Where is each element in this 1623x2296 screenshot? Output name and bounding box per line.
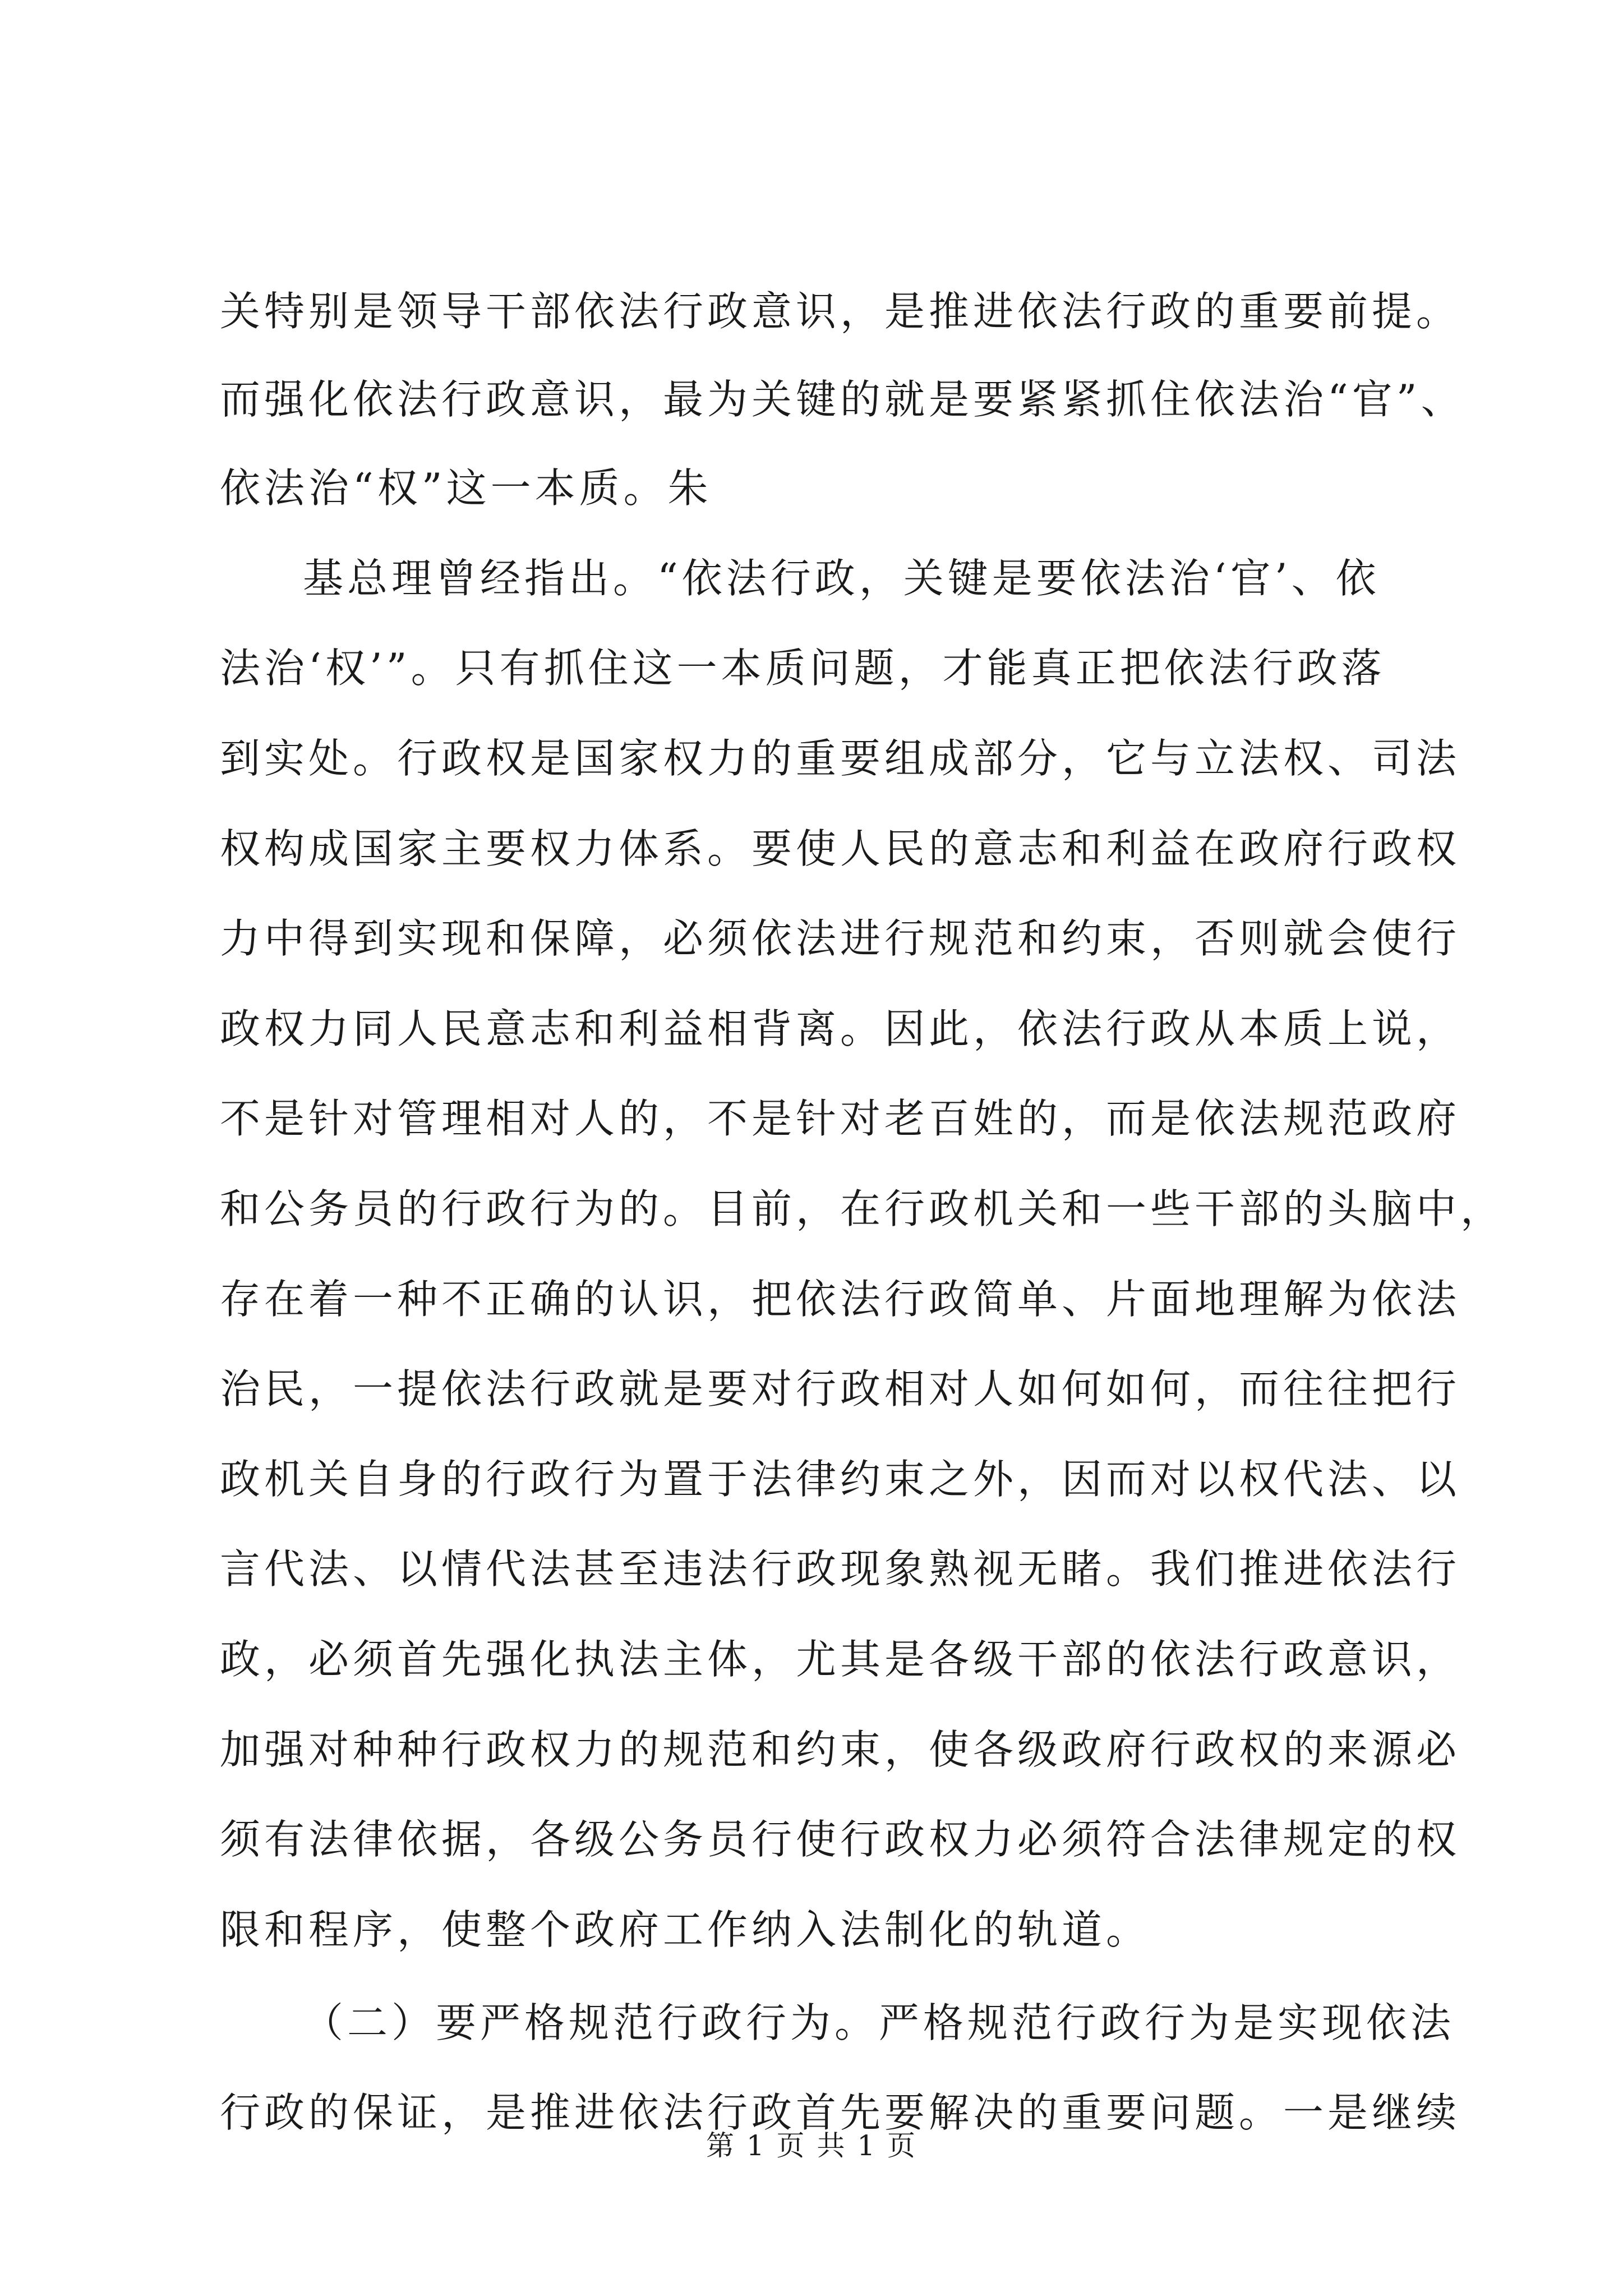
text-line: 基总理曾经指出。“依法行政，关键是要依法治‘官’、依 xyxy=(303,555,1380,602)
text-line: 政，必须首先强化执法主体，尤其是各级干部的依法行政意识， xyxy=(220,1636,1461,1683)
page-footer: 第 1 页 共 1 页 xyxy=(706,2129,917,2162)
text-line: 到实处。行政权是国家权力的重要组成部分，它与立法权、司法 xyxy=(220,735,1461,782)
text-line: 关特别是领导干部依法行政意识，是推进依法行政的重要前提。 xyxy=(220,288,1461,335)
text-line: 政机关自身的行政行为置于法律约束之外，因而对以权代法、以 xyxy=(220,1456,1461,1503)
text-line: 行政的保证，是推进依法行政首先要解决的重要问题。一是继续 xyxy=(220,2089,1461,2136)
text-line: 和公务员的行政行为的。目前，在行政机关和一些干部的头脑中， xyxy=(220,1185,1505,1232)
text-line: 依法治“权”这一本质。朱 xyxy=(220,464,712,512)
text-line: 言代法、以情代法甚至违法行政现象熟视无睹。我们推进依法行 xyxy=(220,1545,1461,1593)
text-line: 限和程序，使整个政府工作纳入法制化的轨道。 xyxy=(220,1906,1151,1953)
text-line: 治民，一提依法行政就是要对行政相对人如何如何，而往往把行 xyxy=(220,1365,1461,1412)
text-line: 力中得到实现和保障，必须依法进行规范和约束，否则就会使行 xyxy=(220,915,1461,962)
text-line: 权构成国家主要权力体系。要使人民的意志和利益在政府行政权 xyxy=(220,825,1461,872)
text-line: 存在着一种不正确的认识，把依法行政简单、片面地理解为依法 xyxy=(220,1276,1461,1323)
text-line: 须有法律依据，各级公务员行使行政权力必须符合法律规定的权 xyxy=(220,1816,1461,1863)
text-line: 不是针对管理相对人的，不是针对老百姓的，而是依法规范政府 xyxy=(220,1095,1461,1142)
text-line: 加强对种种行政权力的规范和约束，使各级政府行政权的来源必 xyxy=(220,1726,1461,1773)
text-line: （二）要严格规范行政行为。严格规范行政行为是实现依法 xyxy=(303,1999,1455,2046)
text-line: 政权力同人民意志和利益相背离。因此，依法行政从本质上说， xyxy=(220,1005,1461,1052)
text-line: 而强化依法行政意识，最为关键的就是要紧紧抓住依法治“官”、 xyxy=(220,376,1465,423)
text-line: 法治‘权’”。只有抓住这一本质问题，才能真正把依法行政落 xyxy=(220,645,1386,692)
